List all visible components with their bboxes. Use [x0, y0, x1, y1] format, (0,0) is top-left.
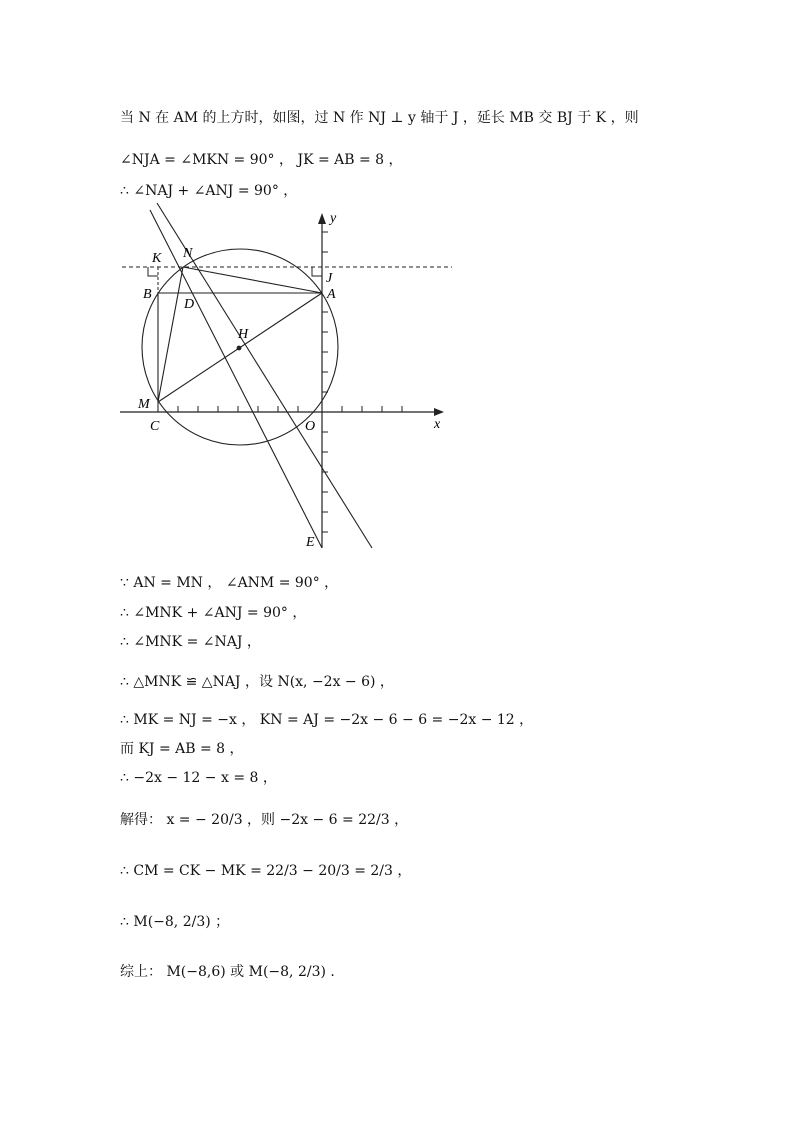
- label-d: D: [184, 297, 195, 312]
- solution-line-13: ∴ M(−8, 2/3) ；: [120, 914, 230, 930]
- label-m: M: [138, 397, 150, 412]
- solution-line-14: 综上： M(−8,6) 或 M(−8, 2/3) .: [120, 964, 335, 980]
- label-j: J: [326, 271, 333, 286]
- solution-line-12: ∴ CM = CK − MK = 22/3 − 20/3 = 2/3 ，: [120, 863, 412, 879]
- label-y: y: [330, 211, 337, 226]
- point-h: [237, 346, 242, 351]
- solution-line-5: ∴ ∠MNK + ∠ANJ = 90° ，: [120, 605, 307, 621]
- solution-line-4: ∵ AN = MN ， ∠ANM = 90° ，: [120, 575, 339, 591]
- right-angle-k: [148, 267, 158, 276]
- y-axis-arrow: [318, 213, 326, 224]
- label-e: E: [306, 535, 315, 550]
- solution-line-1: 当 N 在 AM 的上方时，如图，过 N 作 NJ ⊥ y 轴于 J ，延长 MB 交 BJ 于 K ，则: [120, 110, 639, 126]
- solution-line-2: ∠NJA = ∠MKN = 90° ， JK = AB = 8 ，: [120, 152, 403, 168]
- label-b: B: [143, 287, 152, 302]
- label-o: O: [305, 419, 316, 434]
- solution-line-3: ∴ ∠NAJ + ∠ANJ = 90° ，: [120, 183, 298, 199]
- label-a: A: [327, 287, 336, 302]
- solution-line-11: 解得： x = − 20/3 ，则 −2x − 6 = 22/3 ，: [120, 812, 409, 828]
- geometry-figure: [0, 0, 800, 560]
- label-n: N: [183, 246, 193, 261]
- label-h: H: [238, 327, 249, 342]
- label-c: C: [150, 419, 160, 434]
- solution-line-9: 而 KJ = AB = 8 ，: [120, 741, 244, 757]
- solution-line-10: ∴ −2x − 12 − x = 8 ，: [120, 770, 277, 786]
- x-axis-arrow: [434, 408, 444, 416]
- label-k: K: [152, 251, 162, 266]
- solution-line-7: ∴ △MNK ≌ △NAJ ，设 N(x, −2x − 6) ，: [120, 674, 394, 690]
- solution-line-8: ∴ MK = NJ = −x ， KN = AJ = −2x − 6 − 6 = −2x − 12 ，: [120, 712, 534, 728]
- x-ticks: [178, 406, 402, 412]
- solution-line-6: ∴ ∠MNK = ∠NAJ ，: [120, 634, 261, 650]
- right-angle-j: [312, 267, 322, 276]
- line-through-n-to-e: [150, 210, 322, 548]
- label-x: x: [434, 417, 441, 432]
